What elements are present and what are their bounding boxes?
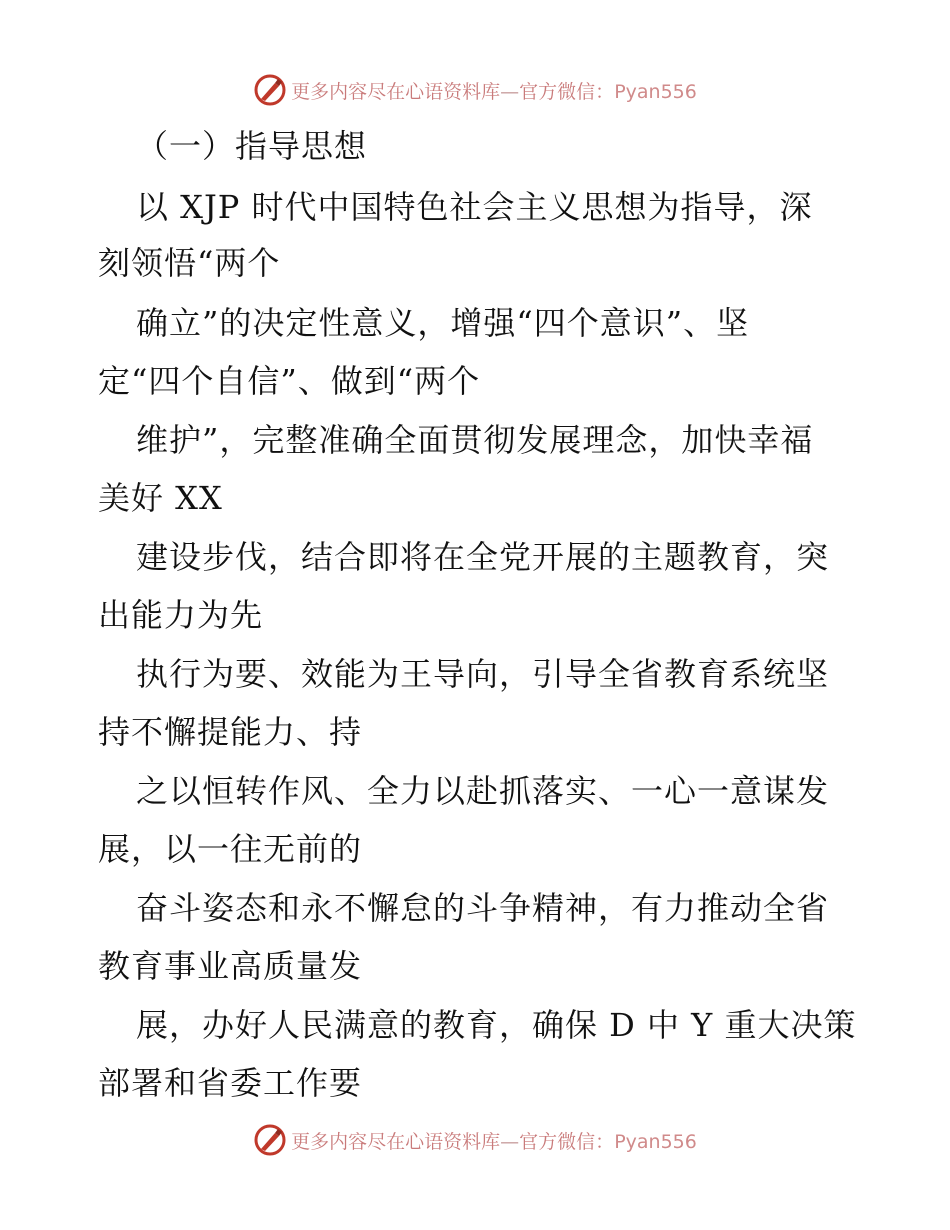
watermark-account: Pyan556 bbox=[614, 1130, 697, 1153]
pen-in-circle-logo-icon bbox=[253, 1123, 287, 1157]
paragraph-line: 展，办好人民满意的教育，确保 D 中 Y 重大决策 bbox=[136, 1006, 857, 1044]
paragraph-line: 定“四个自信”、做到“两个 bbox=[98, 362, 481, 400]
watermark-text bbox=[291, 1127, 697, 1154]
paragraph-line: 以 XJP 时代中国特色社会主义思想为指导，深 bbox=[136, 188, 813, 226]
section-heading: （一）指导思想 bbox=[136, 127, 368, 165]
paragraph-line: 刻领悟“两个 bbox=[98, 244, 281, 282]
paragraph-line: 执行为要、效能为王导向，引导全省教育系统坚 bbox=[136, 655, 830, 693]
watermark-separator: — bbox=[500, 80, 520, 103]
paragraph-line: 确立”的决定性意义，增强“四个意识”、坚 bbox=[136, 304, 750, 342]
watermark-slogan: 更多内容尽在心语资料库 bbox=[291, 1130, 501, 1153]
paragraph-line: 之以恒转作风、全力以赴抓落实、一心一意谋发 bbox=[136, 772, 830, 810]
paragraph-line: 维护”，完整准确全面贯彻发展理念，加快幸福 bbox=[136, 421, 814, 459]
paragraph-line: 建设步伐，结合即将在全党开展的主题教育，突 bbox=[136, 538, 830, 576]
watermark-contact-label: 官方微信： bbox=[519, 1130, 615, 1153]
paragraph-line: 美好 XX bbox=[98, 479, 223, 517]
paragraph-line: 展，以一往无前的 bbox=[98, 830, 363, 868]
watermark-contact-label: 官方微信： bbox=[519, 80, 615, 103]
watermark-separator: — bbox=[500, 1130, 520, 1153]
paragraph-line: 奋斗姿态和永不懈怠的斗争精神，有力推动全省 bbox=[136, 889, 830, 927]
paragraph-line: 教育事业高质量发 bbox=[98, 947, 363, 985]
watermark-account: Pyan556 bbox=[614, 80, 697, 103]
paragraph-line: 持不懈提能力、持 bbox=[98, 713, 363, 751]
paragraph-line: 出能力为先 bbox=[98, 596, 264, 634]
paragraph-line: 部署和省委工作要 bbox=[98, 1064, 363, 1102]
footer-watermark bbox=[0, 1120, 950, 1160]
watermark-slogan: 更多内容尽在心语资料库 bbox=[291, 80, 501, 103]
